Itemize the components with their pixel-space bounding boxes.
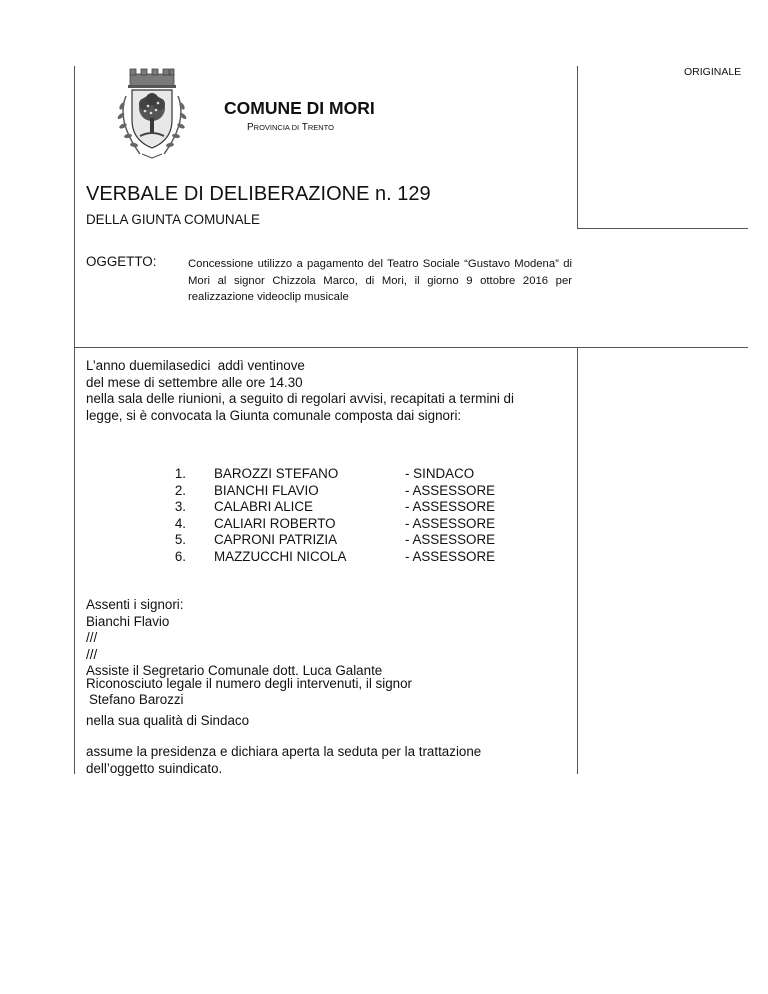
absent-line: /// — [86, 630, 98, 645]
province-prefix: P — [247, 122, 254, 133]
province-initial: T — [301, 122, 308, 133]
province-name — [247, 122, 334, 133]
closing-line-1: assume la presidenza e dichiara aperta la seduta per la trattazione — [86, 744, 482, 759]
document-title: VERBALE DI DELIBERAZIONE n. 129 — [86, 183, 431, 205]
document-subtitle: DELLA GIUNTA COMUNALE — [86, 212, 260, 227]
attendance-section — [86, 597, 574, 680]
intro-line-1: L’anno duemilasedici addì ventinove — [86, 358, 305, 373]
left-border — [74, 66, 75, 774]
member-name: BIANCHI FLAVIO — [214, 482, 319, 498]
absent-label: Assenti i signori: — [86, 597, 184, 612]
closing-paragraph — [86, 744, 574, 777]
right-column-border — [577, 66, 578, 228]
member-role: - ASSESSORE — [405, 548, 496, 564]
member-role: - ASSESSORE — [405, 482, 496, 498]
province-rest: RENTO — [307, 123, 334, 132]
section-divider — [74, 347, 748, 348]
subject-text: Concessione utilizzo a pagamento del Teatro Sociale “Gustavo Modena” di Mori al signor Chizzola Marco, di Mori, il giorno 9 ottobre 2016 per realizzazione videoclip musicale — [188, 258, 572, 303]
member-number: 3. — [174, 499, 186, 514]
member-number: 5. — [174, 532, 186, 547]
member-role: - ASSESSORE — [405, 532, 496, 547]
absent-line: /// — [86, 646, 98, 662]
closing-line-2: dell’oggetto suindicato. — [86, 760, 223, 776]
member-number: 1. — [174, 466, 186, 481]
intro-line-3: nella sala delle riunioni, a seguito di regolari avvisi, recapitati a termini di — [86, 391, 514, 406]
president-name: Stefano Barozzi — [89, 692, 184, 707]
coat-of-arms-emblem — [104, 66, 200, 162]
member-name: CALIARI ROBERTO — [214, 515, 336, 531]
intro-line-4: legge, si è convocata la Giunta comunale composta dai signori: — [86, 407, 462, 423]
member-number: 2. — [174, 482, 186, 498]
original-stamp: ORIGINALE — [684, 66, 742, 78]
stamp-box-bottom-line — [577, 228, 748, 229]
member-name: CALABRI ALICE — [214, 499, 313, 514]
absent-line: Bianchi Flavio — [86, 613, 170, 629]
municipality-name: COMUNE DI MORI — [224, 98, 375, 118]
province-prefix-rest: ROVINCIA DI — [253, 123, 300, 132]
president-role: nella sua qualità di Sindaco — [86, 713, 250, 728]
secretary-line: Assiste il Segretario Comunale dott. Luca Galante — [86, 663, 383, 678]
intro-paragraph — [86, 358, 574, 424]
member-role: - SINDACO — [405, 466, 475, 481]
intro-line-2: del mese di settembre alle ore 14.30 — [86, 374, 303, 390]
quorum-line: Riconosciuto legale il numero degli intervenuti, il signor — [86, 676, 413, 691]
member-number: 4. — [174, 515, 186, 531]
member-name: BAROZZI STEFANO — [214, 466, 339, 481]
member-role: - ASSESSORE — [405, 515, 496, 531]
member-role: - ASSESSORE — [405, 499, 496, 514]
subject-label: OGGETTO: — [86, 254, 157, 269]
right-column-border-lower — [577, 347, 578, 774]
member-name: CAPRONI PATRIZIA — [214, 532, 338, 547]
member-name: MAZZUCCHI NICOLA — [214, 548, 347, 564]
member-number: 6. — [174, 548, 186, 564]
